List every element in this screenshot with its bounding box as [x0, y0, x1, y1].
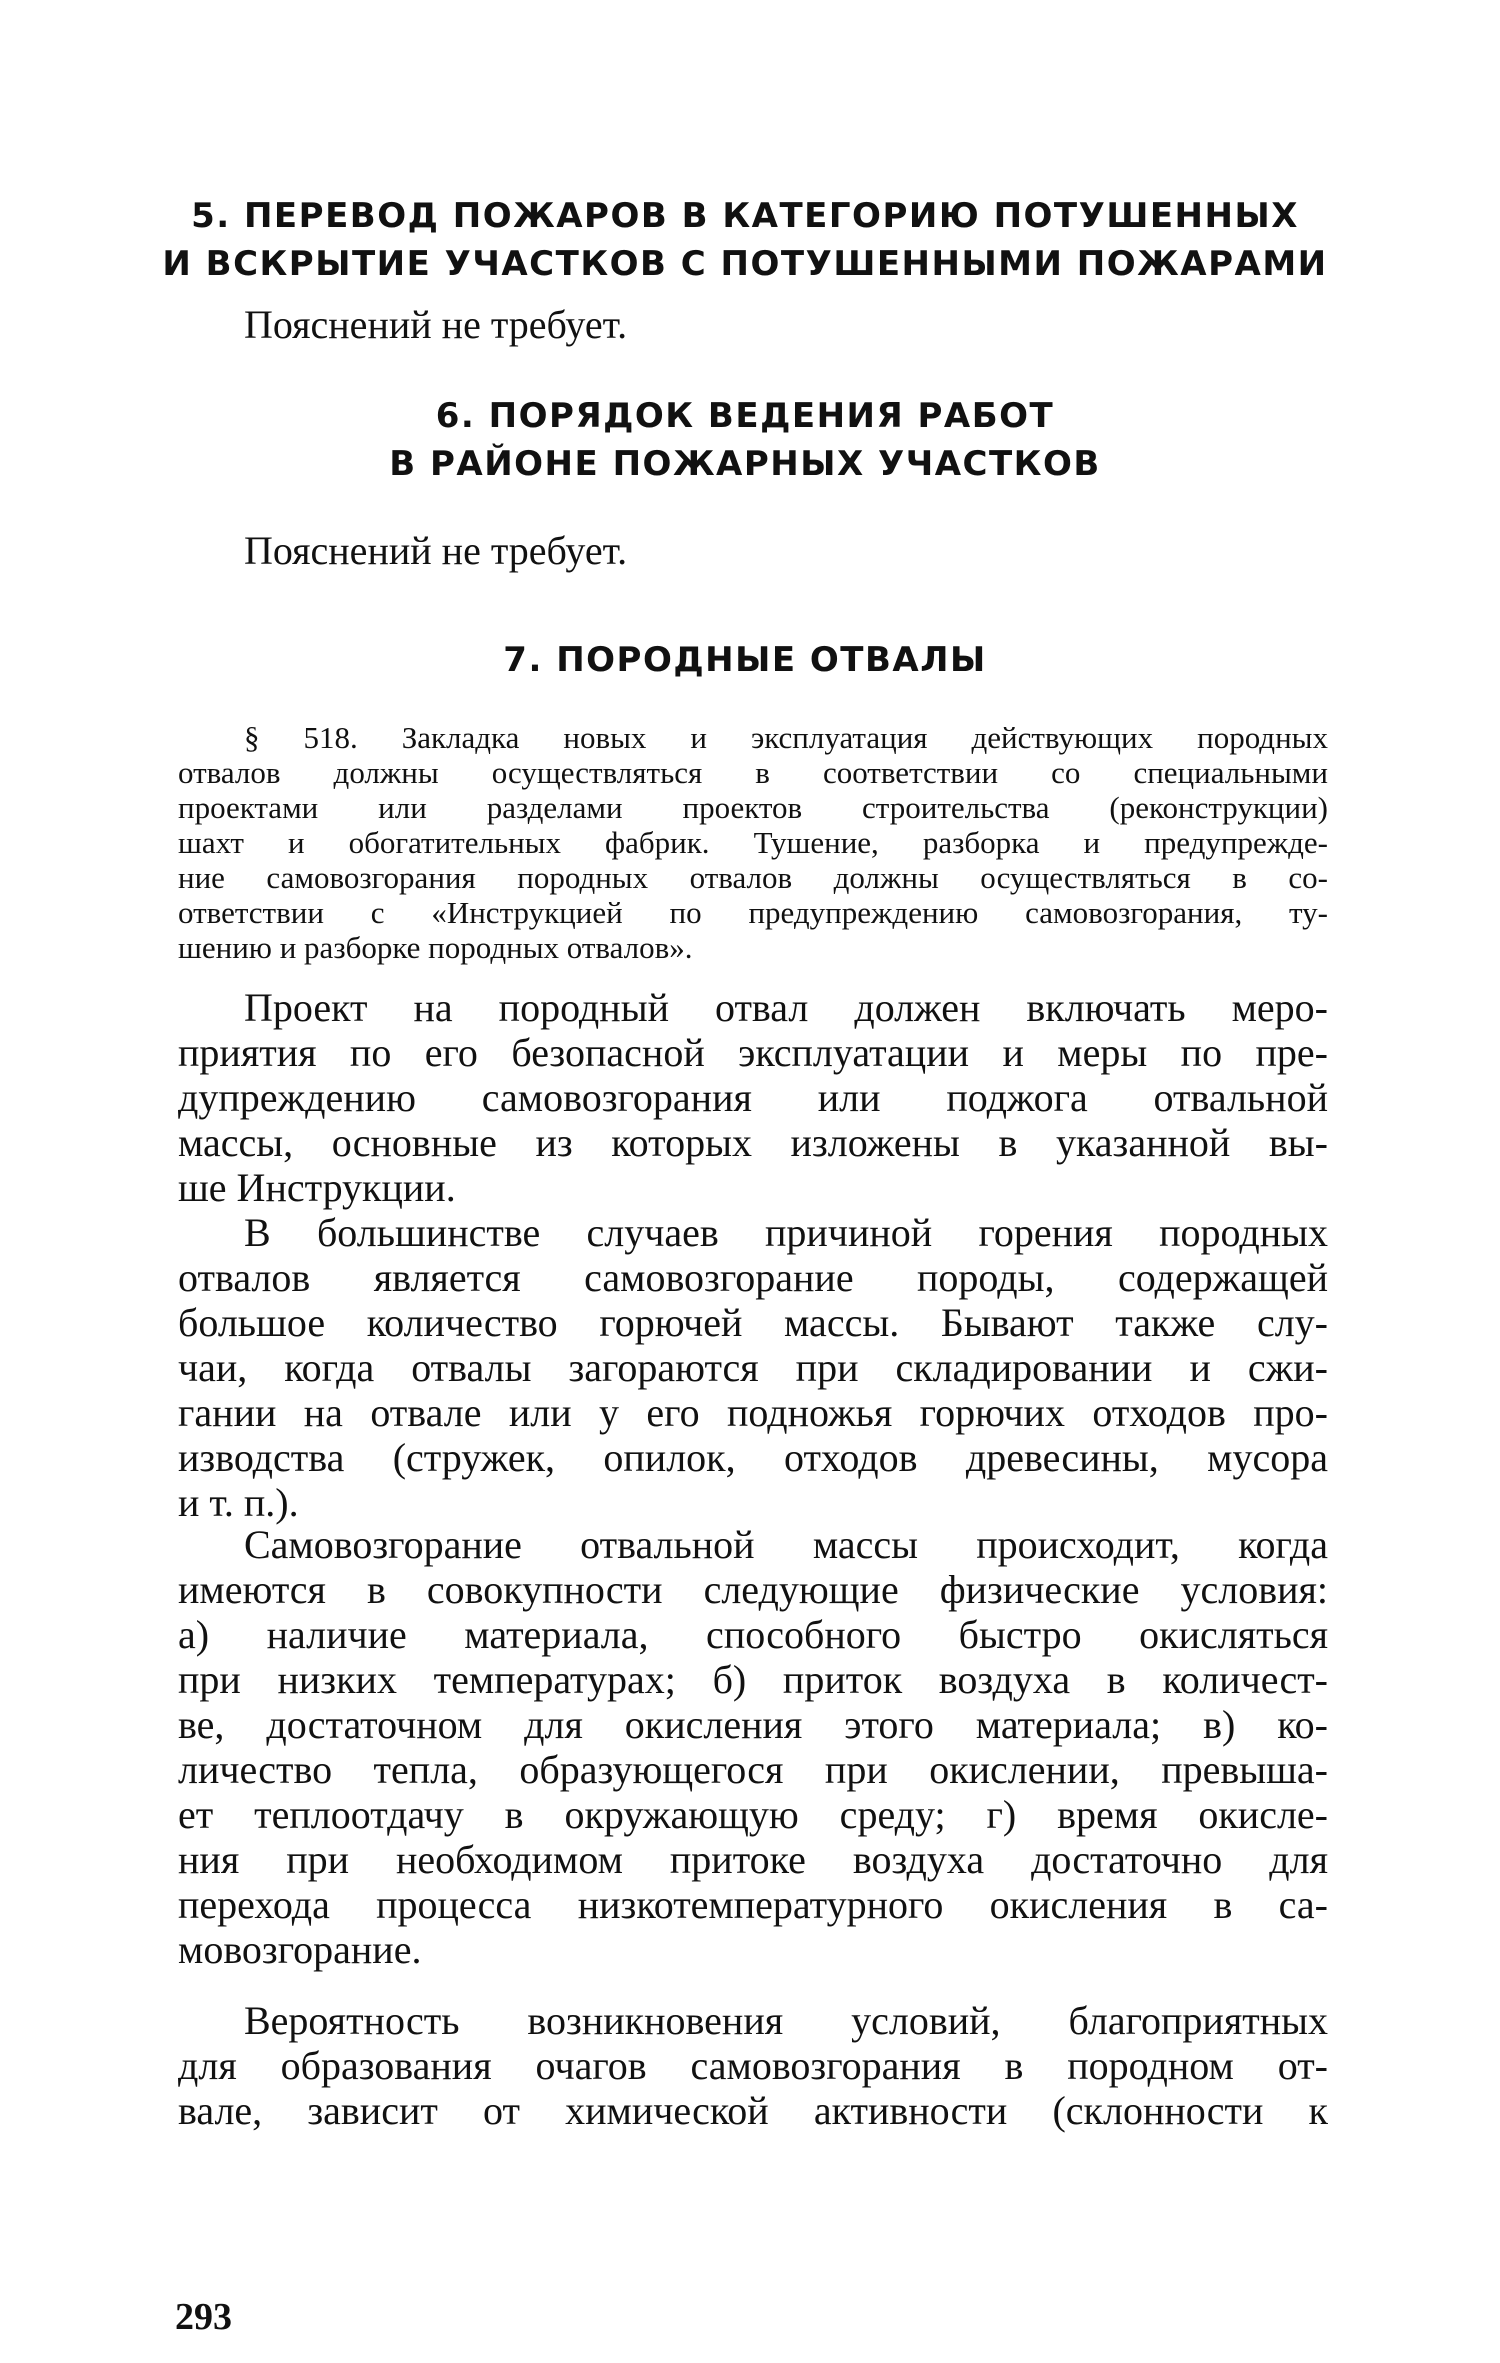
paragraph-line: и т. п.). — [178, 1480, 299, 1525]
paragraph-2 — [178, 1210, 1328, 1525]
paragraph-line: отвалов является самовозгорание породы, содержащей — [178, 1255, 1328, 1300]
section-7-heading — [160, 636, 1330, 684]
section-5-heading-line-2: И ВСКРЫТИЕ УЧАСТКОВ С ПОТУШЕННЫМИ ПОЖАРАМИ — [162, 244, 1328, 284]
rule-line: § 518. Закладка новых и эксплуатация действующих породных — [244, 720, 1328, 755]
page-number: 293 — [175, 2296, 232, 2338]
paragraph-4 — [178, 1998, 1328, 2133]
paragraph-line: ет теплоотдачу в окружающую среду; г) время окисле- — [178, 1792, 1328, 1837]
paragraph-line: гании на отвале или у его подножья горючих отходов про- — [178, 1390, 1328, 1435]
paragraph-line: приятия по его безопасной эксплуатации и меры по пре- — [178, 1030, 1328, 1075]
section-5-note — [178, 302, 1328, 347]
section-6-note-text: Пояснений не требует. — [244, 528, 628, 573]
section-6-heading-line-1: 6. ПОРЯДОК ВЕДЕНИЯ РАБОТ — [435, 396, 1055, 436]
paragraph-line: личество тепла, образующегося при окислении, превыша- — [178, 1747, 1328, 1792]
rule-line: проектами или разделами проектов строительства (реконструкции) — [178, 790, 1328, 825]
paragraph-line: В большинстве случаев причиной горения породных — [244, 1210, 1328, 1255]
paragraph-line: вале, зависит от химической активности (склонности к — [178, 2088, 1328, 2133]
paragraph-line: имеются в совокупности следующие физические условия: — [178, 1567, 1328, 1612]
paragraph-line: при низких температурах; б) приток воздуха в количест- — [178, 1657, 1328, 1702]
section-5-heading-line-1: 5. ПЕРЕВОД ПОЖАРОВ В КАТЕГОРИЮ ПОТУШЕННЫХ — [191, 196, 1299, 236]
paragraph-line: для образования очагов самовозгорания в породном от- — [178, 2043, 1328, 2088]
paragraph-line: ве, достаточном для окисления этого материала; в) ко- — [178, 1702, 1328, 1747]
paragraph-line: изводства (стружек, опилок, отходов древесины, мусора — [178, 1435, 1328, 1480]
paragraph-line: дупреждению самовозгорания или поджога отвальной — [178, 1075, 1328, 1120]
paragraph-line: Вероятность возникновения условий, благоприятных — [244, 1998, 1328, 2043]
section-6-note — [178, 528, 1328, 573]
rule-518 — [178, 720, 1328, 965]
paragraph-line: а) наличие материала, способного быстро окисляться — [178, 1612, 1328, 1657]
section-6-heading — [160, 392, 1330, 488]
paragraph-line: ше Инструкции. — [178, 1165, 456, 1210]
paragraph-line: массы, основные из которых изложены в указанной вы- — [178, 1120, 1328, 1165]
rule-line: ответствии с «Инструкцией по предупреждению самовозгорания, ту- — [178, 895, 1328, 930]
rule-line: шахт и обогатительных фабрик. Тушение, разборка и предупрежде- — [178, 825, 1328, 860]
section-6-heading-line-2: В РАЙОНЕ ПОЖАРНЫХ УЧАСТКОВ — [389, 444, 1101, 484]
section-5-heading — [160, 192, 1330, 288]
paragraph-line: чаи, когда отвалы загораются при складировании и сжи- — [178, 1345, 1328, 1390]
paragraph-line: мовозгорание. — [178, 1927, 422, 1972]
paragraph-1 — [178, 985, 1328, 1210]
rule-line: отвалов должны осуществляться в соответствии со специальными — [178, 755, 1328, 790]
paragraph-line: перехода процесса низкотемпературного окисления в са- — [178, 1882, 1328, 1927]
paragraph-3 — [178, 1522, 1328, 1972]
rule-line: шению и разборке породных отвалов». — [178, 930, 693, 965]
section-5-note-text: Пояснений не требует. — [244, 302, 628, 347]
paragraph-line: большое количество горючей массы. Бывают также слу- — [178, 1300, 1328, 1345]
rule-line: ние самовозгорания породных отвалов должны осуществляться в со- — [178, 860, 1328, 895]
section-7-heading-text: 7. ПОРОДНЫЕ ОТВАЛЫ — [503, 640, 987, 680]
paragraph-line: ния при необходимом притоке воздуха достаточно для — [178, 1837, 1328, 1882]
paragraph-line: Самовозгорание отвальной массы происходит, когда — [244, 1522, 1328, 1567]
paragraph-line: Проект на породный отвал должен включать меро- — [244, 985, 1328, 1030]
